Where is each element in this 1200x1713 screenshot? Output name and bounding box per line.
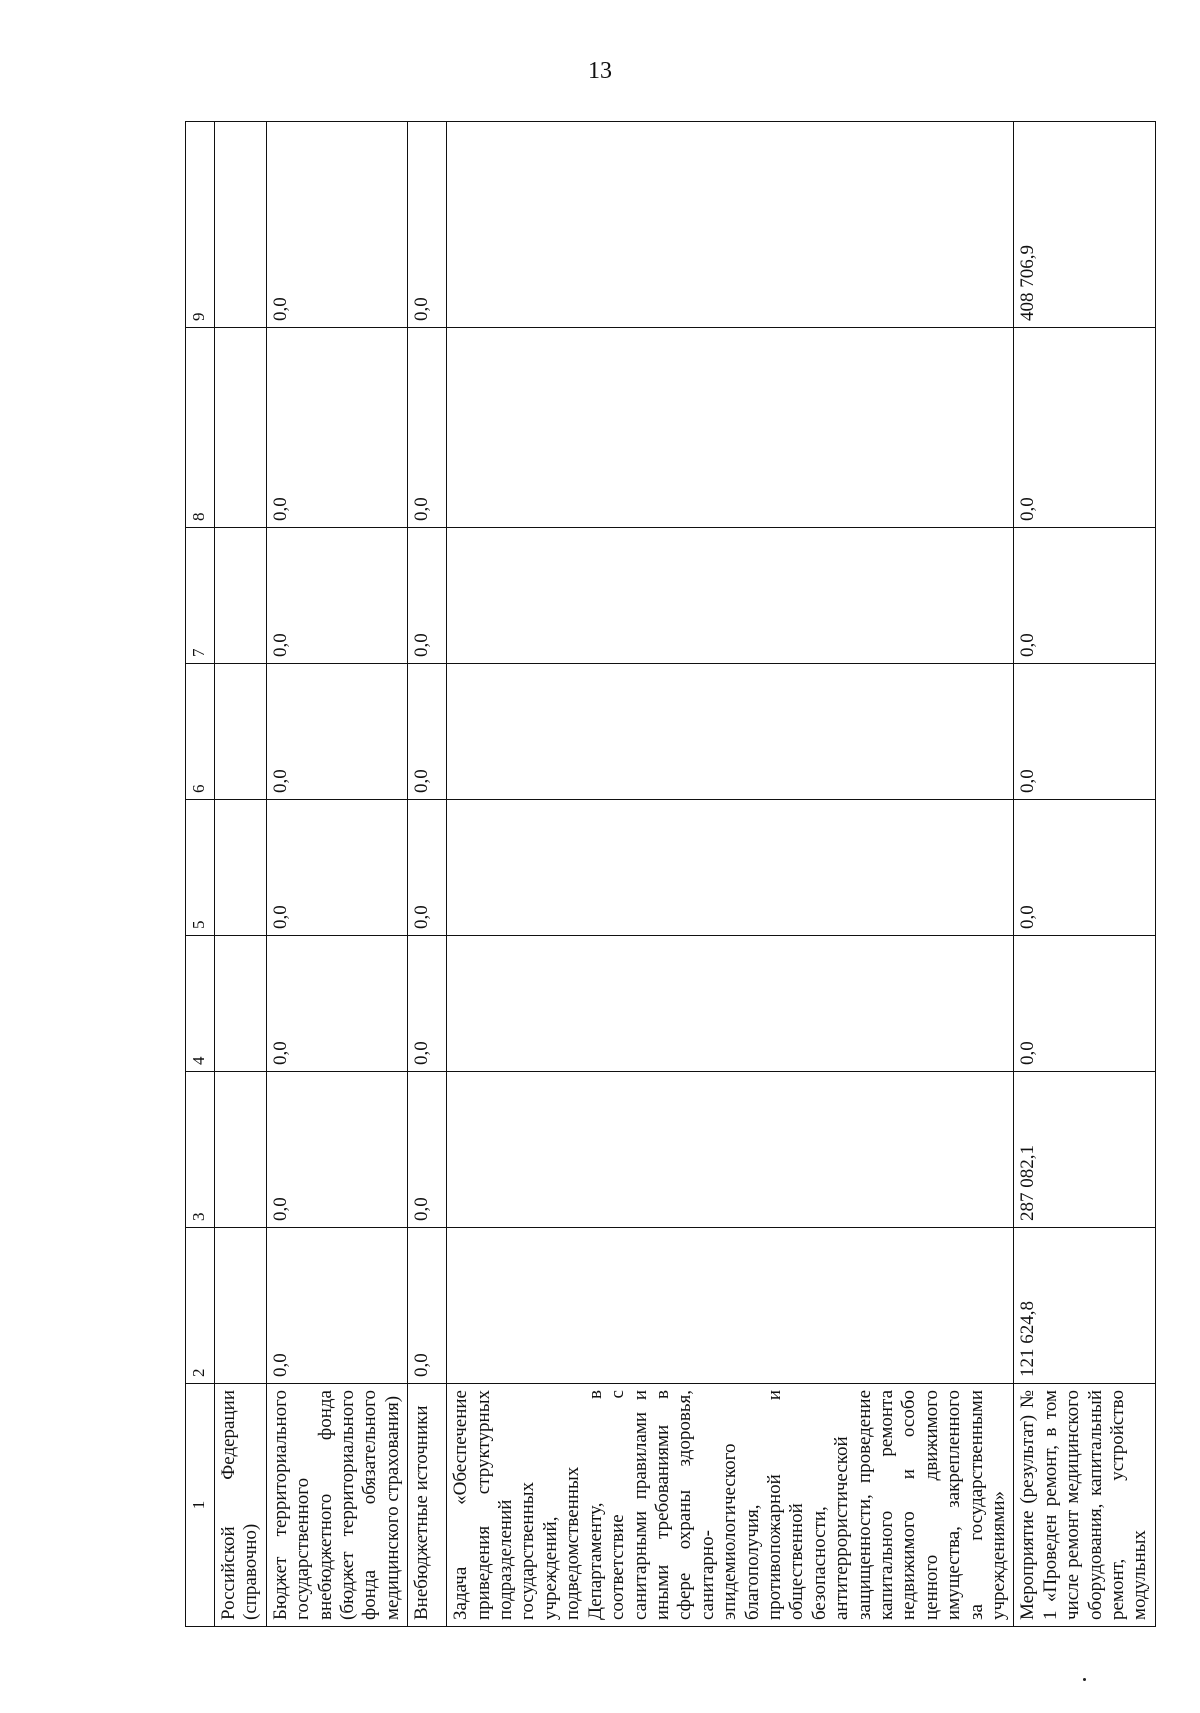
column-header: 5: [186, 800, 215, 936]
table-cell: 0,0: [408, 528, 447, 664]
page-number: 13: [588, 58, 612, 84]
table-cell: 0,0: [266, 1072, 407, 1228]
column-header: 9: [186, 122, 215, 328]
table-cell: 0,0: [408, 800, 447, 936]
table-cell: [447, 936, 1014, 1072]
table-cell: 408 706,9: [1014, 122, 1155, 328]
table-cell: 0,0: [266, 664, 407, 800]
column-header: 6: [186, 664, 215, 800]
table-cell: [215, 328, 267, 528]
table-cell: [447, 800, 1014, 936]
table-cell: 287 082,1: [1014, 1072, 1155, 1228]
table-row: [1014, 122, 1155, 1627]
row-label: Российской Федерации (справочно): [215, 1384, 267, 1627]
column-number-row: [186, 122, 215, 1627]
table-row: [408, 122, 447, 1627]
table-cell: 0,0: [1014, 936, 1155, 1072]
table-cell: 0,0: [266, 936, 407, 1072]
column-header: 2: [186, 1228, 215, 1384]
table-cell: [447, 1072, 1014, 1228]
table-row: [215, 122, 267, 1627]
table-cell: 0,0: [266, 1228, 407, 1384]
table-cell: 0,0: [408, 664, 447, 800]
row-label: Внебюджетные источники: [408, 1384, 447, 1627]
rotated-table-container: [185, 122, 1151, 1627]
table-cell: [447, 528, 1014, 664]
table-cell: 0,0: [266, 328, 407, 528]
row-label: Бюджет территориального государственного внебюджетного фонда (бюджет территориального фонда обязательного медицинского страхования): [266, 1384, 407, 1627]
table-cell: [447, 664, 1014, 800]
table-cell: 0,0: [266, 800, 407, 936]
row-label: Мероприятие (результат) № 1 «Проведен ремонт, в том числе ремонт медицинского оборудования, капитальный ремонт, устройство модульных: [1014, 1384, 1155, 1627]
table-cell: 0,0: [1014, 528, 1155, 664]
scan-speck: [1083, 1678, 1086, 1681]
table-cell: [215, 1072, 267, 1228]
table-region: [185, 122, 1151, 1627]
table-cell: 0,0: [408, 936, 447, 1072]
table-cell: 121 624,8: [1014, 1228, 1155, 1384]
row-label: Задача «Обеспечение приведения структурных подразделений государственных учреждений, подведомственных Департаменту, в соответствие с санитарными правилами и иными требованиями в сфере охраны здоровья, санитарно-эпидемиологического благополучия, противопожарной и общественной безопасности, антитеррористической защищенности, проведение капитального ремонта недвижимого и особо ценного движимого имущества, закрепленного за государственными учреждениями»: [447, 1384, 1014, 1627]
table-row: [266, 122, 407, 1627]
table-cell: 0,0: [408, 1228, 447, 1384]
column-header: 1: [186, 1384, 215, 1627]
table-cell: 0,0: [266, 122, 407, 328]
table-cell: 0,0: [408, 1072, 447, 1228]
table-cell: 0,0: [1014, 800, 1155, 936]
table-cell: 0,0: [408, 328, 447, 528]
column-header: 8: [186, 328, 215, 528]
table-cell: 0,0: [1014, 664, 1155, 800]
table-cell: [215, 936, 267, 1072]
table-cell: 0,0: [1014, 328, 1155, 528]
column-header: 7: [186, 528, 215, 664]
column-header: 4: [186, 936, 215, 1072]
table-cell: [447, 1228, 1014, 1384]
table-cell: 0,0: [266, 528, 407, 664]
column-header: 3: [186, 1072, 215, 1228]
table-cell: [215, 664, 267, 800]
table-cell: 0,0: [408, 122, 447, 328]
table-cell: [215, 528, 267, 664]
table-cell: [447, 328, 1014, 528]
table-cell: [215, 800, 267, 936]
table-cell: [215, 1228, 267, 1384]
table-cell: [447, 122, 1014, 328]
table-row: [447, 122, 1014, 1627]
budget-table: [185, 121, 1156, 1627]
table-cell: [215, 122, 267, 328]
